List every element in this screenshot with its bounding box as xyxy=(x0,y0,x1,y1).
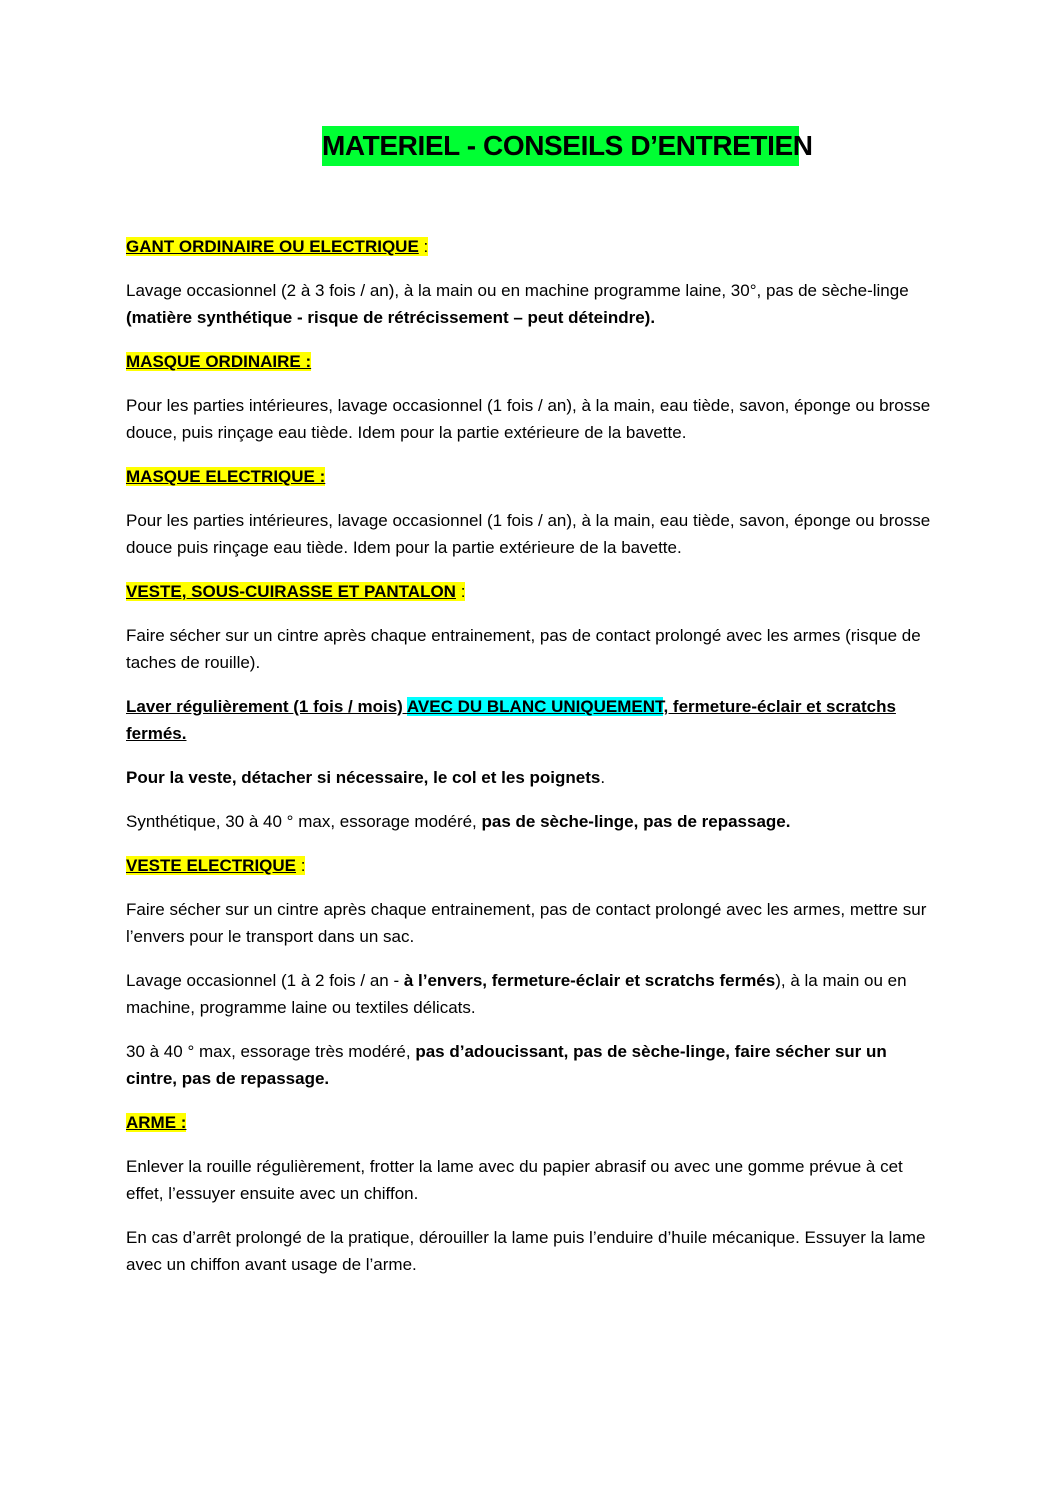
page-title: MATERIEL - CONSEILS D’ENTRETIEN xyxy=(322,126,799,166)
heading-text: VESTE, SOUS-CUIRASSE ET PANTALON xyxy=(126,582,456,601)
paragraph-text: . xyxy=(600,768,606,787)
paragraph-bold: (matière synthétique - risque de rétrécissement – peut déteindre). xyxy=(126,308,656,327)
paragraph-text: , fermeture-éclair et scratchs fermés. xyxy=(126,697,896,743)
section-heading-masque-electrique xyxy=(126,463,931,490)
paragraph-text: Lavage occasionnel (1 à 2 fois / an - xyxy=(126,971,404,990)
paragraph xyxy=(126,764,931,791)
paragraph-bold: à l’envers, fermeture-éclair et scratchs fermés xyxy=(403,971,776,990)
heading-suffix: : xyxy=(296,856,306,875)
paragraph: Pour les parties intérieures, lavage occasionnel (1 fois / an), à la main, eau tiède, savon, éponge ou brosse douce, puis rinçage eau tiède. Idem pour la partie extérieure de la bavette. xyxy=(126,396,931,442)
paragraph-text: Synthétique, 30 à 40 ° max, essorage modéré, xyxy=(126,812,482,831)
heading-suffix: : xyxy=(418,237,429,256)
paragraph-bold: pas de sèche-linge, pas de repassage. xyxy=(481,812,791,831)
heading-text: MASQUE ORDINAIRE : xyxy=(126,352,312,371)
paragraph-bold: pas d’adoucissant, pas de sèche-linge, faire sécher sur un cintre, pas de repassage. xyxy=(126,1042,887,1088)
paragraph-underlined xyxy=(126,693,931,747)
paragraph xyxy=(126,808,931,835)
paragraph-text: ), à la main ou en machine, programme laine ou textiles délicats. xyxy=(126,971,907,1017)
paragraph xyxy=(126,1038,931,1092)
paragraph-text: 30 à 40 ° max, essorage très modéré, xyxy=(126,1042,416,1061)
paragraph: En cas d’arrêt prolongé de la pratique, dérouiller la lame puis l’enduire d’huile mécanique. Essuyer la lame avec un chiffon avant usage de l’arme. xyxy=(126,1228,926,1274)
heading-text: VESTE ELECTRIQUE xyxy=(126,856,297,875)
section-heading-veste-electrique xyxy=(126,852,931,879)
paragraph: Enlever la rouille régulièrement, frotter la lame avec du papier abrasif ou avec une gomme prévue à cet effet, l’essuyer ensuite avec un chiffon. xyxy=(126,1157,903,1203)
paragraph: Pour les parties intérieures, lavage occasionnel (1 fois / an), à la main, eau tiède, savon, éponge ou brosse douce puis rinçage eau tiède. Idem pour la partie extérieure de la bavette. xyxy=(126,511,931,557)
section-heading-veste xyxy=(126,578,931,605)
heading-text: ARME : xyxy=(126,1113,187,1132)
paragraph: Faire sécher sur un cintre après chaque entrainement, pas de contact prolongé avec les armes, mettre sur l’envers pour le transport dans un sac. xyxy=(126,900,927,946)
paragraph xyxy=(126,967,931,1021)
section-heading-masque-ordinaire xyxy=(126,348,931,375)
paragraph-text: Lavage occasionnel (2 à 3 fois / an), à la main ou en machine programme laine, 30°, pas de sèche-linge xyxy=(126,281,909,300)
section-heading-gant xyxy=(126,233,931,260)
heading-suffix: : xyxy=(455,582,466,601)
document-body xyxy=(126,233,931,1295)
paragraph: Faire sécher sur un cintre après chaque entrainement, pas de contact prolongé avec les armes (risque de taches de rouille). xyxy=(126,626,921,672)
heading-text: GANT ORDINAIRE OU ELECTRIQUE xyxy=(126,237,419,256)
section-heading-arme xyxy=(126,1109,931,1136)
heading-text: MASQUE ELECTRIQUE : xyxy=(126,467,326,486)
paragraph-bold: Pour la veste, détacher si nécessaire, le col et les poignets xyxy=(126,768,601,787)
emphasis-highlight: AVEC DU BLANC UNIQUEMENT xyxy=(406,697,664,716)
paragraph xyxy=(126,277,931,331)
paragraph-text: Laver régulièrement (1 fois / mois) xyxy=(126,697,407,716)
